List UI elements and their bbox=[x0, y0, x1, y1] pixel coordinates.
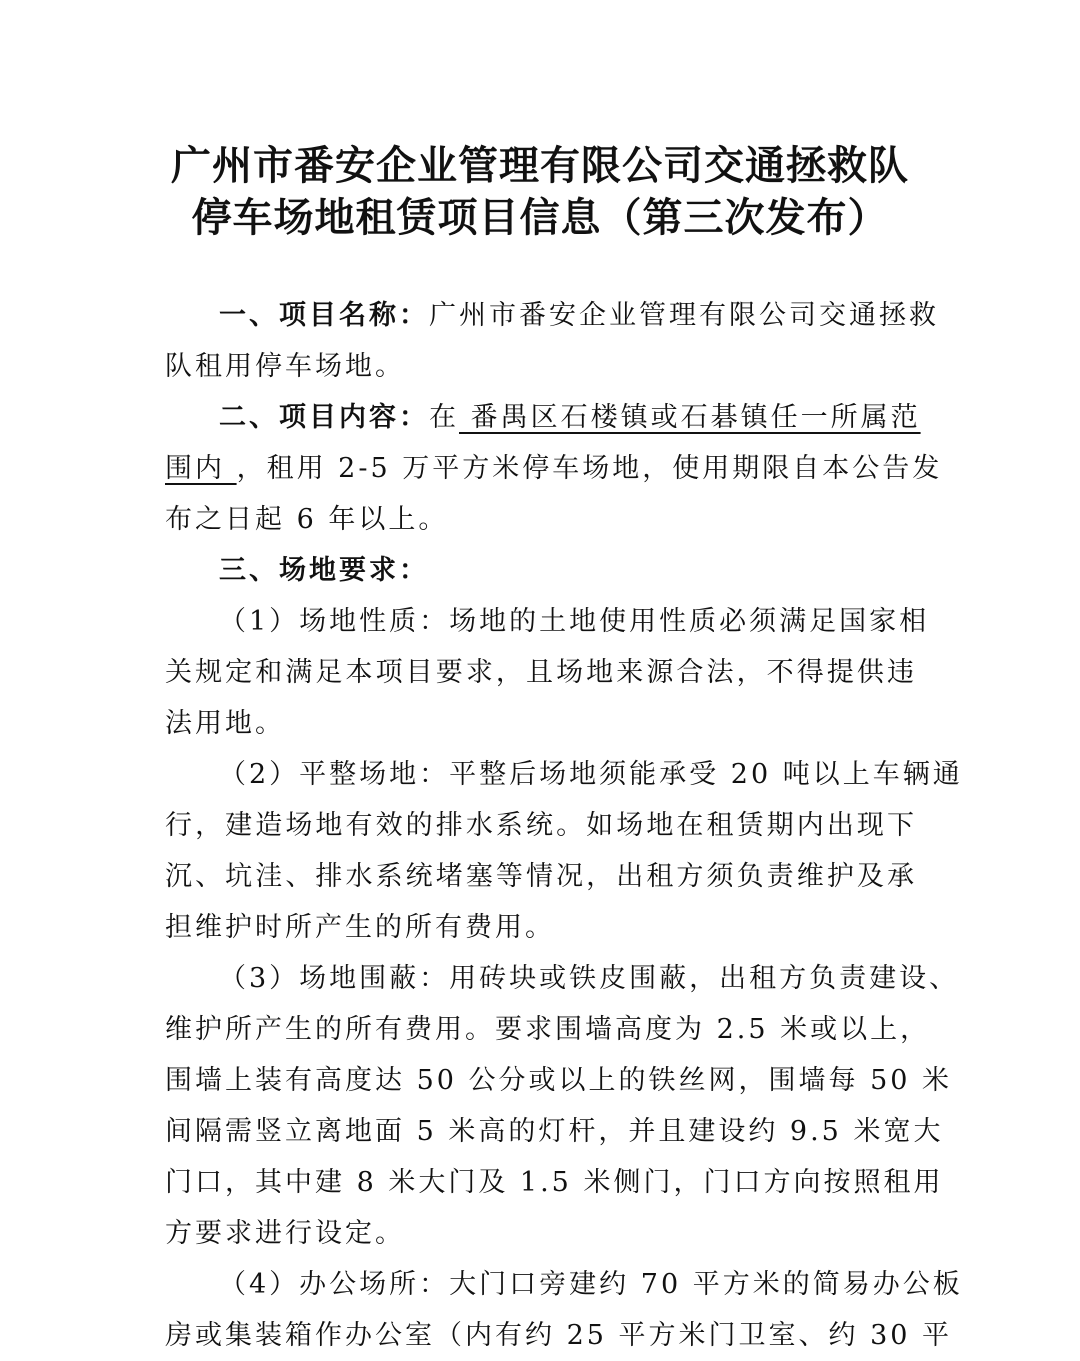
section-2-location-cont: 围内 bbox=[165, 453, 237, 484]
document-title-line-1: 广州市番安企业管理有限公司交通拯救队 bbox=[171, 142, 909, 189]
item-2-line-1: （2）平整场地：平整后场地须能承受 20 吨以上车辆通 bbox=[219, 759, 963, 790]
item-3-line-4: 间隔需竖立离地面 5 米高的灯杆，并且建设约 9.5 米宽大 bbox=[165, 1116, 944, 1147]
item-1-line-1: （1）场地性质：场地的土地使用性质必须满足国家相 bbox=[219, 606, 930, 637]
item-3-line-3: 围墙上装有高度达 50 公分或以上的铁丝网，围墙每 50 米 bbox=[165, 1065, 953, 1096]
item-2-line-4: 担维护时所产生的所有费用。 bbox=[165, 912, 555, 943]
section-2-line-2 bbox=[165, 443, 943, 494]
item-3-line-5: 门口，其中建 8 米大门及 1.5 米侧门，门口方向按照租用 bbox=[165, 1167, 944, 1198]
item-2-line-2: 行，建造场地有效的排水系统。如场地在租赁期内出现下 bbox=[165, 810, 917, 841]
document-title-line-2: 停车场地租赁项目信息（第三次发布） bbox=[191, 194, 889, 241]
section-2-location: 番禺区石楼镇或石碁镇任一所属范 bbox=[459, 402, 921, 433]
section-3-heading: 三、场地要求： bbox=[219, 555, 429, 586]
item-1-line-2: 关规定和满足本项目要求，且场地来源合法，不得提供违 bbox=[165, 657, 917, 688]
section-2-line-3: 布之日起 6 年以上。 bbox=[165, 504, 449, 535]
section-2-pre: 在 bbox=[429, 402, 459, 433]
section-1-text: 广州市番安企业管理有限公司交通拯救 bbox=[429, 300, 939, 331]
item-3-line-6: 方要求进行设定。 bbox=[165, 1218, 405, 1249]
item-4-line-1: （4）办公场所：大门口旁建约 70 平方米的简易办公板 bbox=[219, 1269, 963, 1300]
section-2-text: ，租用 2-5 万平方米停车场地，使用期限自本公告发 bbox=[236, 453, 943, 484]
item-4-line-2: 房或集装箱作办公室（内有约 25 平方米门卫室、约 30 平 bbox=[165, 1320, 953, 1351]
section-2-heading: 二、项目内容： bbox=[219, 402, 429, 433]
item-2-line-3: 沉、坑洼、排水系统堵塞等情况，出租方须负责维护及承 bbox=[165, 861, 917, 892]
item-1-line-3: 法用地。 bbox=[165, 708, 285, 739]
item-3-line-1: （3）场地围蔽：用砖块或铁皮围蔽，出租方负责建设、 bbox=[219, 963, 960, 994]
section-1-line-1 bbox=[165, 290, 939, 341]
section-1-heading: 一、项目名称： bbox=[219, 300, 429, 331]
item-3-line-2: 维护所产生的所有费用。要求围墙高度为 2.5 米或以上， bbox=[165, 1014, 931, 1045]
section-1-line-2: 队租用停车场地。 bbox=[165, 351, 405, 382]
section-2-line-1 bbox=[165, 392, 921, 443]
